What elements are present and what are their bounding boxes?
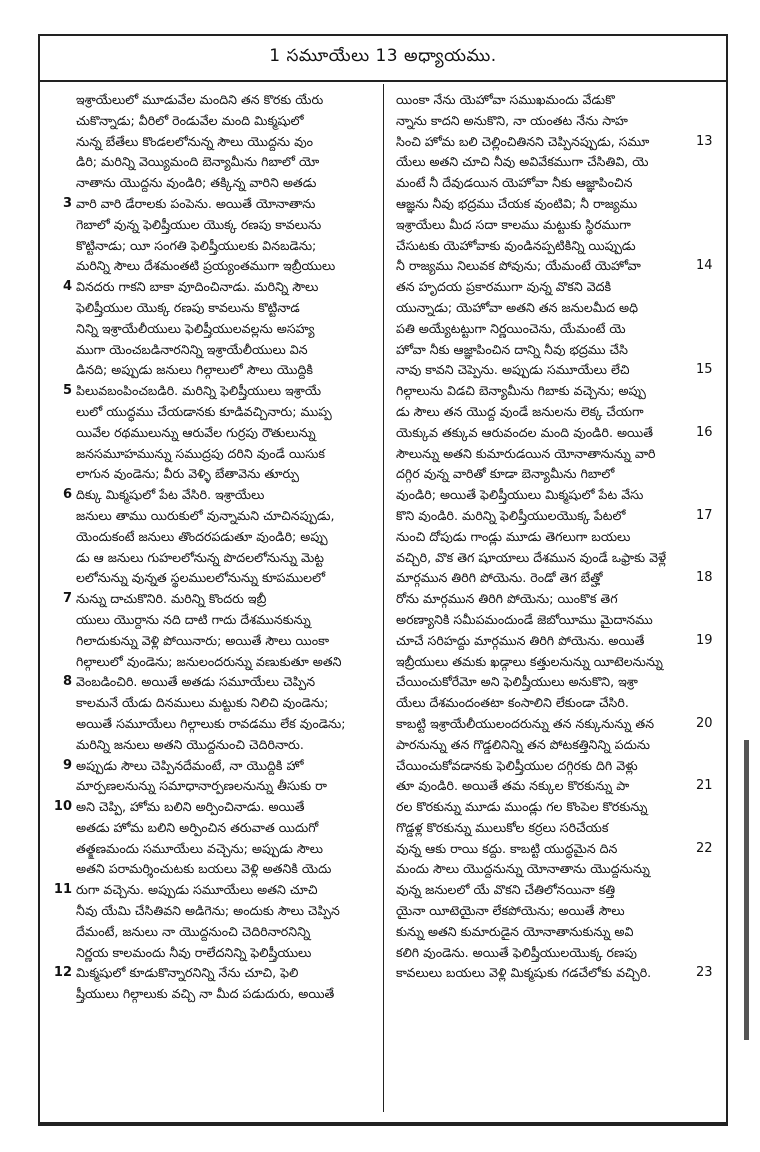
page-frame [38, 34, 728, 1124]
line-text: రోను మార్గమున తిరిగి పోయెను; యింకొక తెగ [396, 591, 618, 607]
line-text: సౌలున్ను అతని కుమారుడయిన యోనాతానున్ను వారి [396, 445, 656, 461]
text-line [396, 901, 692, 922]
verse-number: 3 [62, 195, 72, 211]
line-text: గొడ్డళ్ల కొరకున్ను ములుకోల కర్రలు సరిచేయక [396, 819, 609, 835]
text-line [76, 568, 373, 589]
line-text: నావు కావని చెప్పెను. అప్పుడు సమూయేలు లేచి [396, 362, 630, 378]
text-line [396, 797, 692, 818]
text-line [76, 652, 373, 673]
line-text: కొని వుండిరి. మరిన్ని ఫెలిష్తీయులయొక్క పేటలో [396, 507, 626, 523]
text-line [396, 548, 692, 569]
text-line [76, 548, 373, 569]
line-text: తత్క్షణమందు సమూయేలు వచ్చెను; అప్పుడు సౌలు [76, 840, 323, 856]
text-line [396, 756, 692, 777]
line-text: వారి వారి డేరాలకు పంపెను. అయితే యోనాతాను [76, 195, 316, 211]
text-line [396, 319, 692, 340]
line-text: చేసుటకు యెహోవాకు వుండినప్పటికిన్ని యిప్పుడు [396, 237, 636, 253]
line-text: నీవు యేమి చేసితివని అడిగెను; అందుకు సౌలు చెప్పిన [76, 903, 340, 919]
line-text: వినదరు గాకని బాకా వూదించినాడు. మరిన్ని సౌలు [76, 279, 319, 295]
text-line [396, 173, 692, 194]
text-line [62, 672, 373, 693]
line-text: కాబట్టి ఇశ్రాయేలీయులందరున్ను తన నక్కునున్ను తన [396, 715, 655, 731]
text-line [76, 859, 373, 880]
verse-number: 16 [696, 424, 713, 440]
line-text: గెబాలో వున్న ఫెలిష్తీయుల యొక్క రణపు కావలును [76, 216, 322, 232]
verse-number: 6 [62, 487, 72, 503]
verse-number: 21 [696, 778, 713, 794]
line-text: గిల్గాలులో వుండెను; జనులందరున్ను వణుకుతూ అతని [76, 653, 342, 669]
line-text: ఆజ్ఞను నీవు భద్రము చేయక వుంటివి; నీ రాజ్యము [396, 195, 638, 211]
bottom-rule [38, 1124, 728, 1126]
text-line [396, 277, 692, 298]
left-column [40, 84, 384, 1112]
line-text: సించి హోమ బలి చెల్లించితినని చెప్పినప్పుడు, సమూ [396, 133, 650, 149]
line-text: నాతాను యొద్దను వుండిరి; తక్కిన్న వారిని అతడు [76, 175, 317, 191]
line-text: నుంచి దోపుడు గాండ్లు మూడు తెగలుగా బయలు [396, 528, 631, 544]
line-text: నిర్ణయ కాలమందు నీవు రాలేదనిన్ని ఫెలిష్తీయులు [76, 944, 312, 960]
verse-number: 11 [53, 882, 72, 898]
line-text: అయితే సమూయేలు గిల్గాలుకు రావడము లేక వుండెను; [76, 715, 346, 731]
verse-number: 17 [696, 507, 713, 523]
line-text: యేలు అతని చూచి నీవు అవివేకముగా చేసితివి, యె [396, 154, 649, 170]
verse-number: 5 [62, 383, 72, 399]
text-line [396, 735, 692, 756]
verse-number: 19 [696, 632, 713, 648]
line-text: వచ్చిరి, వొక తెగ షూయాలు దేశమున వుండే ఒఫ్రాకు వెళ్లే [396, 549, 667, 565]
line-text: చూచే సరిహద్దు మార్గమున తిరిగి పోయెను. అయితే [396, 632, 645, 648]
text-line [76, 215, 373, 236]
line-text: న్నాను కాదని అనుకొని, నా యంతట నేను సాహ [396, 112, 628, 128]
verse-number: 9 [62, 757, 72, 773]
line-text: యెందుకంటే జనులు తొందరపడుతూ వుండిరి; అప్పు [76, 528, 328, 544]
text-line [396, 402, 692, 423]
text-line [76, 111, 373, 132]
text-line [396, 298, 692, 319]
page-edge-shadow [744, 740, 749, 1040]
text-line [62, 756, 373, 777]
line-text: అని చెప్పి, హోమ బలిని అర్పించినాడు. అయితే [76, 799, 305, 815]
line-text: పతి అయ్యేటట్టుగా నిర్ణయించెను, యేమంటే యె [396, 320, 626, 336]
text-line [76, 360, 373, 381]
text-line [53, 797, 373, 818]
line-text: అతడు హోమ బలిని అర్పించిన తరువాత యిదుగో [76, 819, 319, 835]
line-text: మరిన్ని జనులు అతని యొద్దనుంచి చెదిరినారు. [76, 736, 304, 752]
text-line [76, 693, 373, 714]
verse-number: 15 [696, 362, 713, 378]
text-line [76, 776, 373, 797]
text-line [396, 132, 713, 153]
text-line [396, 589, 692, 610]
text-columns [40, 84, 726, 1112]
line-text: వెంబడించిరి. అయితే అతడు సమూయేలు చెప్పిన [76, 674, 316, 690]
text-line [396, 859, 692, 880]
line-text: తన హృదయ ప్రకారముగా వున్న వొకని వెదకి [396, 279, 612, 295]
line-text: ఫెలిష్తీయుల యొక్క రణపు కావలును కొట్టినాడ [76, 299, 300, 315]
text-line [396, 652, 692, 673]
text-line [76, 256, 373, 277]
text-line [76, 610, 373, 631]
line-text: నీ రాజ్యము నిలువక పోవును; యేమంటే యెహోవా [396, 258, 641, 274]
verse-number: 20 [696, 715, 713, 731]
text-line [396, 714, 713, 735]
page-title: 1 సమూయేలు 13 అధ్యాయము. [269, 46, 497, 66]
line-text: లులో యుద్ధము చేయడానకు కూడివచ్చినారు; ముప్ప [76, 403, 332, 419]
line-text: కొట్టినాడు; యీ సంగతి ఫెలిష్తీయులకు వినబడెను; [76, 237, 317, 253]
line-text: యివేల రథములున్ను ఆరువేల గుర్రపు రౌతులున్ను [76, 424, 316, 440]
line-text: కావలులు బయలు వెళ్లి మిక్మషుకు గడచేలోకు వచ్చిరి. [396, 965, 652, 981]
line-text: మిక్మషులో కూడుకొన్నారనిన్ని నేను చూచి, ఫెలి [76, 965, 299, 981]
text-line [76, 464, 373, 485]
text-line [396, 90, 692, 111]
verse-number: 23 [696, 965, 713, 981]
text-line [396, 963, 713, 984]
line-text: అతని పరామర్శించుటకు బయలు వెళ్లి అతనికి యెదు [76, 861, 332, 877]
line-text: ష్తీయులు గిల్గాలుకు వచ్చి నా మీద పడుదురు, అయితే [76, 986, 335, 1002]
text-line [396, 776, 713, 797]
text-line [396, 381, 692, 402]
text-line [76, 714, 373, 735]
text-line [62, 277, 373, 298]
text-line [76, 818, 373, 839]
text-line [76, 631, 373, 652]
line-text: డు సౌలు తన యొద్ద వుండే జనులను లెక్క చేయగా [396, 403, 644, 419]
line-text: మార్పణలనున్ను సమాధానార్పణలనున్ను తీసుకు రా [76, 778, 327, 794]
text-line [76, 901, 373, 922]
line-text: రల కొరకున్ను మూడు ముండ్లు గల కొంపెల కొరకున్ను [396, 799, 648, 815]
text-line [396, 360, 713, 381]
line-text: దేమంటే, జనులు నా యొద్దనుంచి చెదిరినారనిన్ని [76, 923, 311, 939]
line-text: హోవా నీకు ఆజ్ఞాపించిన దాన్ని నీవు భద్రము చేసి [396, 341, 628, 357]
line-text: యైనా యీటెయైనా లేకపోయెను; అయితే సౌలు [396, 903, 625, 919]
line-text: పిలువబంపించబడిరి. మరిన్ని ఫెలిష్తీయులు ఇశ్రాయే [76, 383, 322, 399]
text-line [76, 527, 373, 548]
line-text: యున్నాడు; యెహోవా అతని తన జనులమీద అధి [396, 299, 639, 315]
text-line [76, 236, 373, 257]
text-line [76, 839, 373, 860]
text-line [76, 735, 373, 756]
text-line [76, 132, 373, 153]
line-text: తూ వుండిరి. అయితే తమ నక్కుల కొరకున్ను పా [396, 778, 630, 794]
text-line [396, 527, 692, 548]
line-text: నిన్ని ఇశ్రాయేలీయులు ఫెలిష్తీయులవల్లను అసహ్య [76, 320, 315, 336]
line-text: వుండిరి; అయితే ఫెలిష్తీయులు మిక్మషులో పేట వేసు [396, 487, 644, 503]
line-text: రుగా వచ్చెను. అప్పుడు సమూయేలు అతని చూచి [76, 882, 318, 898]
text-line [396, 485, 692, 506]
line-text: డినది; అప్పుడు జనులు గిల్గాలులో సౌలు యొద్దికి [76, 362, 313, 378]
text-line [76, 444, 373, 465]
line-text: పారనున్ను తన గొడ్డలినిన్ని తన పోటకత్తినిన్ని పదును [396, 736, 651, 752]
line-text: కాలమనే యేడు దినములు మట్టుకు నిలిచి వుండెను; [76, 695, 329, 711]
text-line [53, 880, 373, 901]
line-text: దిక్కు మిక్మషులో పేట వేసిరి. ఇశ్రాయేలు [76, 487, 265, 503]
text-line [396, 236, 692, 257]
text-line [62, 485, 373, 506]
text-line [76, 984, 373, 1005]
text-line [76, 90, 373, 111]
line-text: లలోనున్ను వున్నత స్థలములలోనున్ను కూపములలో [76, 570, 326, 586]
text-line [396, 672, 692, 693]
text-line [76, 402, 373, 423]
text-line [76, 152, 373, 173]
text-line [76, 319, 373, 340]
text-line [396, 610, 692, 631]
line-text: నున్ను దాచుకొనిరి. మరిన్ని కొందరు ఇబ్రీ [76, 591, 267, 607]
line-text: కలిగి వుండెను. అయితే ఫెలిష్తీయులయొక్క రణపు [396, 944, 637, 960]
text-line [76, 298, 373, 319]
text-line [62, 589, 373, 610]
line-text: గిలాదుకున్ను వెళ్లి పోయినారు; అయితే సౌలు యింకా [76, 632, 330, 648]
page-header [40, 36, 726, 82]
verse-number: 22 [696, 840, 713, 856]
text-line [76, 922, 373, 943]
text-line [396, 506, 713, 527]
line-text: యేలు దేశమందంతటా కంసాలిని లేకుండా చేసిరి. [396, 695, 629, 711]
text-line [396, 943, 692, 964]
line-text: ఇబ్రీయులు తమకు ఖడ్గాలు కత్తులనున్ను యీటెలనున్ను [396, 653, 663, 669]
line-text: కున్ను అతని కుమారుడైన యోనాతానుకున్ను అవి [396, 923, 634, 939]
text-line [62, 194, 373, 215]
verse-number: 14 [696, 258, 713, 274]
text-line [396, 818, 692, 839]
text-line [396, 922, 692, 943]
line-text: ముగా యెంచబడినారనిన్ని ఇశ్రాయేలీయులు విన [76, 341, 308, 357]
line-text: మరిన్ని సౌలు దేశమంతటి ప్రయ్యంతముగా ఇబ్రీయులు [76, 258, 336, 274]
text-line [396, 444, 692, 465]
verse-number: 4 [62, 279, 72, 295]
text-line [76, 423, 373, 444]
line-text: ఇశ్రాయేలులో మూడువేల మందిని తన కొరకు యేరు [76, 92, 324, 107]
text-line [396, 568, 713, 589]
text-line [76, 173, 373, 194]
text-line [396, 693, 692, 714]
right-column [384, 84, 726, 1112]
line-text: నున్న బేతేలు కొండలలోనున్న సౌలు యొద్దను వుం [76, 133, 314, 149]
verse-number: 18 [696, 570, 713, 586]
line-text: లాగున వుండెను; వీరు వెళ్ళి బేతావెను తూర్పు [76, 466, 299, 482]
line-text: డిరి; మరిన్ని వెయ్యిమంది బెన్యామీను గిబాలో యో [76, 154, 320, 170]
line-text: జనసమూహమున్ను సముద్రపు దరిని వుండే యిసుక [76, 445, 325, 461]
line-text: యులు యొర్దాను నది దాటి గాదు దేశమునకున్ను [76, 611, 311, 627]
line-text: దగ్గిర వున్న వారితో కూడా బెన్యామీను గిబాలో [396, 466, 615, 482]
verse-number: 10 [53, 799, 72, 815]
text-line [396, 340, 692, 361]
text-line [396, 839, 713, 860]
verse-number: 8 [62, 674, 72, 690]
line-text: చేయించుకోవడానకు ఫెలిష్తీయుల దగ్గిరకు దిగి వెళ్లు [396, 757, 638, 773]
text-line [396, 256, 713, 277]
text-line [396, 423, 713, 444]
text-line [396, 631, 713, 652]
line-text: జనులు తాము యిరుకులో వున్నామని చూచినప్పుడు, [76, 507, 335, 523]
line-text: డు ఆ జనులు గుహలలోనున్న పొదలలోనున్ను మెట్ట [76, 549, 325, 565]
text-line [396, 215, 692, 236]
line-text: అరణ్యానికి సమీపమందుండే జెబోయీము మైదానము [396, 611, 653, 627]
verse-number: 12 [53, 965, 72, 981]
line-text: వున్న జనులలో యే వొకని చేతిలోనయినా కత్తి [396, 882, 616, 898]
line-text: యింకా నేను యెహోవా సముఖమందు వేడుకొ [396, 92, 615, 107]
text-line [62, 381, 373, 402]
verse-number: 13 [696, 133, 713, 149]
text-line [76, 943, 373, 964]
line-text: గిల్గాలును విడచి బెన్యామీను గిబాకు వచ్చెను; అప్పు [396, 383, 646, 399]
line-text: మార్గమున తిరిగి పోయెను. రెండో తెగ బేత్హో [396, 570, 603, 586]
text-line [396, 111, 692, 132]
text-line [76, 340, 373, 361]
verse-number: 7 [62, 591, 72, 607]
line-text: చుకొన్నాడు; వీరిలో రెండువేల మంది మిక్మషులో [76, 112, 304, 128]
text-line [396, 194, 692, 215]
line-text: అప్పుడు సౌలు చెప్పినదేమంటే, నా యొద్దికి హో [76, 757, 304, 773]
line-text: మందు సౌలు యొద్దనున్ను యోనాతాను యొద్దనున్ను [396, 861, 650, 877]
line-text: వున్న ఆకు రాయి కద్దు. కాబట్టి యుద్ధమైన దిన [396, 840, 618, 856]
text-line [396, 464, 692, 485]
line-text: మంటే నీ దేవుడయిన యెహోవా నీకు ఆజ్ఞాపించిన [396, 175, 633, 191]
line-text: చేయించుకోరేమో అని ఫెలిష్తీయులు అనుకొని, ఇశ్రా [396, 674, 638, 690]
line-text: ఇశ్రాయేలు మీద సదా కాలము మట్టుకు స్థిరముగా [396, 216, 631, 232]
text-line [396, 152, 692, 173]
text-line [76, 506, 373, 527]
line-text: యెక్కువ తక్కువ ఆరువందల మంది వుండిరి. అయితే [396, 424, 654, 440]
text-line [396, 880, 692, 901]
text-line [53, 963, 373, 984]
